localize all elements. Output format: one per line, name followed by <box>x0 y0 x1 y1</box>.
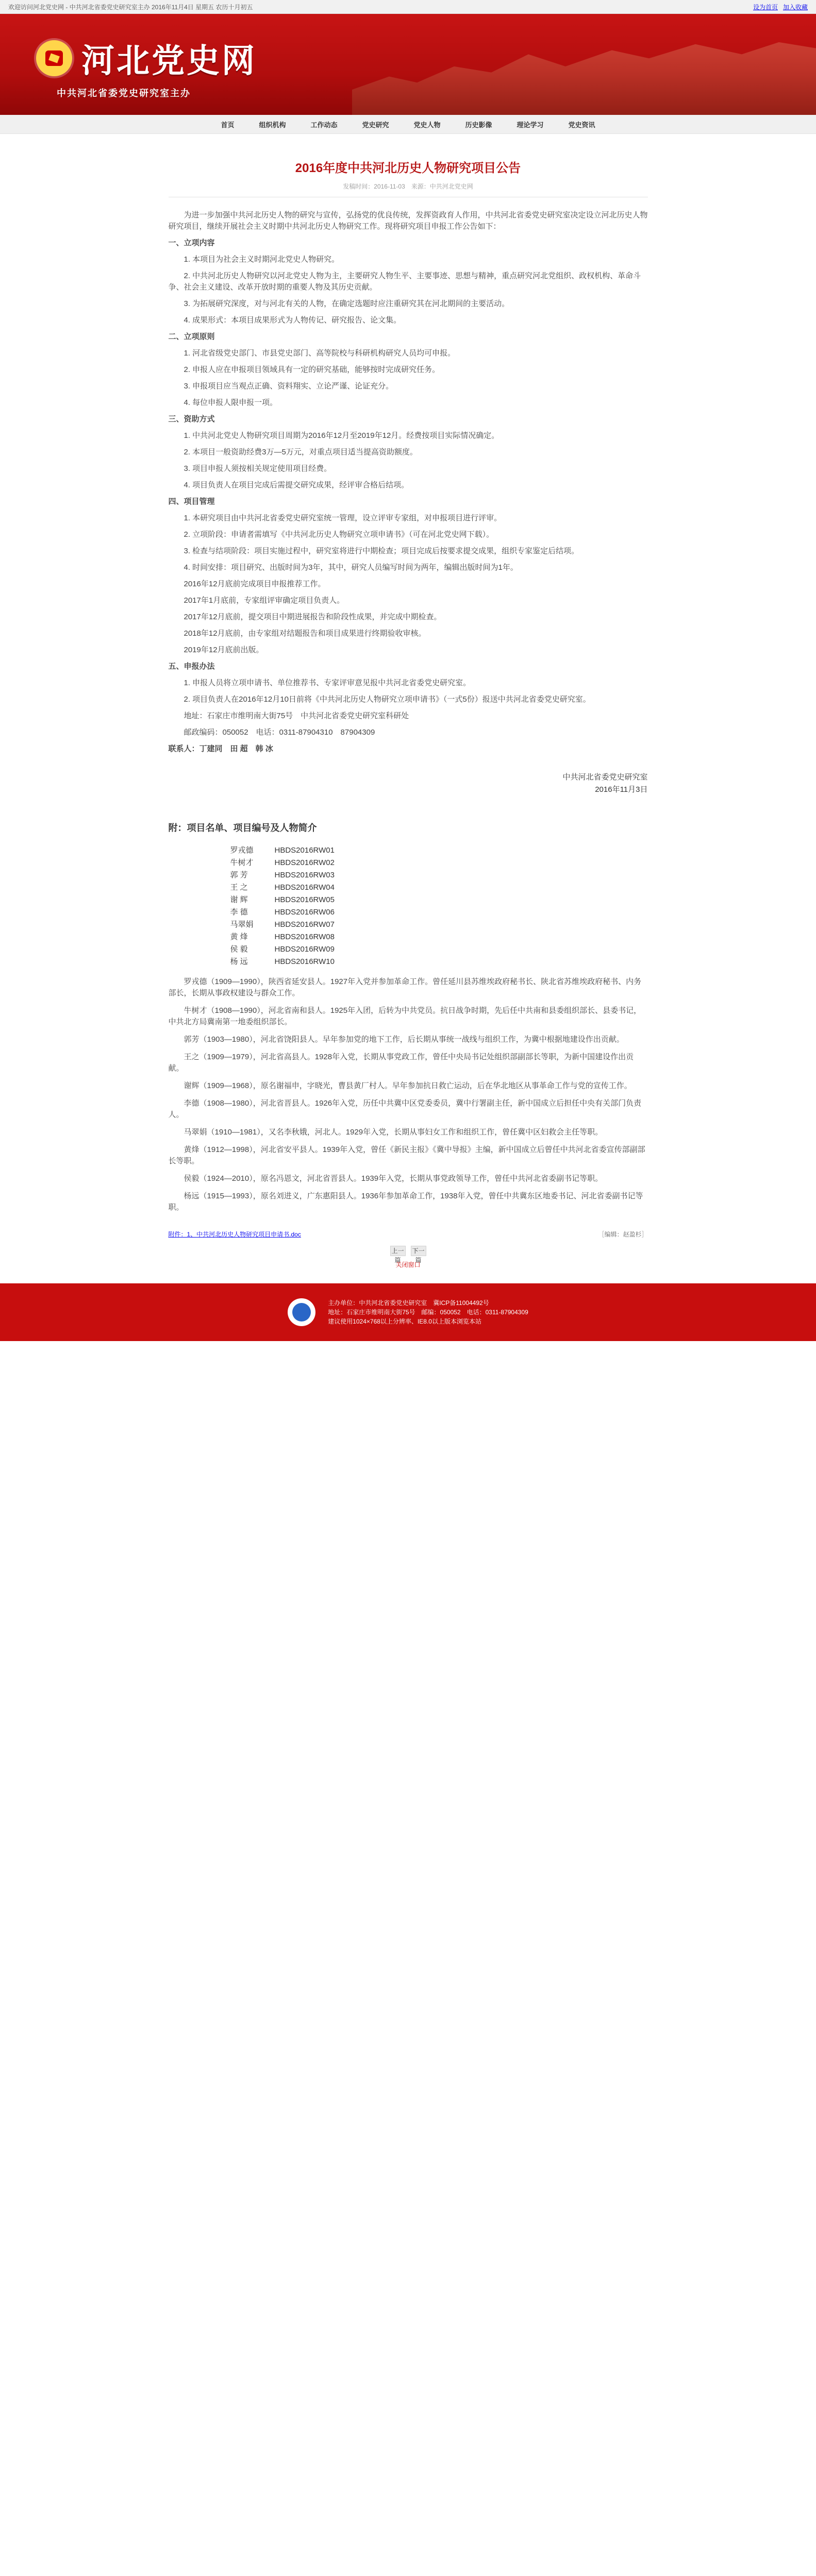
biographies <box>169 976 648 1213</box>
person-name: 侯 毅 <box>230 945 248 954</box>
section-title: 三、资助方式 <box>168 415 215 423</box>
paragraph: 3. 为拓展研究深度，对与河北有关的人物，在确定选题时应注重研究其在河北期间的主要活动。 <box>184 299 510 308</box>
nav-organization[interactable]: 组织机构 <box>259 121 286 129</box>
signature-org: 中共河北省委党史研究室 <box>562 773 648 782</box>
list-item <box>230 894 648 906</box>
footer-line: 主办单位：中共河北省委党史研究室 冀ICP备11004492号 <box>328 1299 489 1307</box>
paragraph: 邮政编码：050052 电话：0311-87904310 87904309 <box>184 728 375 737</box>
site-subtitle: 中共河北省委党史研究室主办 <box>57 88 191 98</box>
paragraph: 1. 河北省级党史部门、市县党史部门、高等院校与科研机构研究人员均可申报。 <box>184 349 456 358</box>
person-name: 杨 远 <box>230 957 248 966</box>
pager <box>169 1246 648 1264</box>
great-wall-graphic <box>352 14 816 115</box>
footer-line: 建议使用1024×768以上分辨率、IE8.0以上版本浏览本站 <box>328 1318 481 1325</box>
article-meta: 发稿时间：2016-11-03 来源：中共河北党史网 <box>343 183 473 190</box>
add-favorite-link[interactable]: 加入收藏 <box>782 3 808 11</box>
paragraph: 2. 中共河北历史人物研究以河北党史人物为主，主要研究人物生平、主要事迹、思想与精神，重点研究河北党组织、政权机构、革命斗争、社会主义建设、改革开放时期的重要人物及其历史贡献。 <box>168 272 641 292</box>
person-name: 谢 辉 <box>230 895 248 904</box>
project-code: HBDS2016RW10 <box>274 957 335 966</box>
site-footer <box>0 1283 816 1341</box>
list-item <box>230 857 648 869</box>
section-title: 四、项目管理 <box>168 497 215 506</box>
paragraph: 2019年12月底前出版。 <box>184 646 264 654</box>
biography-paragraph: 马翠娟（1910—1981），又名李秋娥，河北人。1929年入党，长期从事妇女工作和组织工作，曾任冀中区妇救会主任等职。 <box>184 1128 603 1137</box>
list-item <box>230 956 648 968</box>
person-name: 王 之 <box>230 883 248 892</box>
paragraph: 3. 检查与结项阶段：项目实施过程中，研究室将进行中期检查；项目完成后按要求提交成果，组织专家鉴定后结项。 <box>184 547 579 555</box>
paragraph: 1. 中共河北党史人物研究项目周期为2016年12月至2019年12月。经费按项目实际情况确定。 <box>184 431 499 440</box>
police-badge-icon <box>288 1298 315 1326</box>
paragraph: 2017年12月底前，提交项目中期进展报告和阶段性成果，并完成中期检查。 <box>184 613 442 621</box>
person-name: 郭 芳 <box>230 871 248 879</box>
paragraph: 4. 成果形式：本项目成果形式为人物传记、研究报告、论文集。 <box>184 316 402 325</box>
biography-paragraph: 郭芳（1903—1980），河北省饶阳县人。早年参加党的地下工作，后长期从事统一战线与组织工作，为冀中根据地建设作出贡献。 <box>184 1035 624 1044</box>
person-name: 黄 烽 <box>230 933 248 941</box>
paragraph: 2. 项目负责人在2016年12月10日前将《中共河北历史人物研究立项申请书》（一式5份）报送中共河北省委党史研究室。 <box>184 695 591 704</box>
biography-paragraph: 侯毅（1924—2010），原名冯恩文，河北省晋县人。1939年入党，长期从事党政领导工作，曾任中共河北省委副书记等职。 <box>184 1174 603 1183</box>
biography-paragraph: 黄烽（1912—1998），河北省安平县人。1939年入党，曾任《新民主报》《冀中导报》主编，新中国成立后曾任中共河北省委宣传部副部长等职。 <box>168 1145 645 1165</box>
close-window-link[interactable]: 关闭窗口 <box>395 1261 421 1268</box>
section-title: 二、立项原则 <box>168 332 215 341</box>
paragraph: 2017年1月底前，专家组评审确定项目负责人。 <box>184 596 345 605</box>
biography-paragraph: 谢辉（1909—1968），原名谢福申，字晓光，曹县黄厂村人。早年参加抗日救亡运动，后在华北地区从事革命工作与党的宣传工作。 <box>184 1081 632 1090</box>
list-item <box>230 943 648 956</box>
biography-paragraph: 杨远（1915—1993），原名刘进义，广东惠阳县人。1936年参加革命工作，1938年入党，曾任中共冀东区地委书记、河北省委副书记等职。 <box>168 1192 643 1212</box>
paragraph: 3. 申报项目应当观点正确、资料翔实、立论严谨、论证充分。 <box>184 382 394 391</box>
next-button[interactable]: 下一篇 <box>411 1246 426 1256</box>
nav-research[interactable]: 党史研究 <box>362 121 389 129</box>
site-title: 河北党史网 <box>81 42 257 79</box>
main-navigation <box>0 115 816 134</box>
person-name: 李 德 <box>230 908 248 917</box>
person-name: 马翠娟 <box>230 920 254 929</box>
article-body <box>169 210 648 1269</box>
list-item <box>230 869 648 882</box>
paragraph: 2016年12月底前完成项目申报推荐工作。 <box>184 580 326 588</box>
project-code: HBDS2016RW02 <box>274 858 335 867</box>
footer-lines <box>328 1298 528 1326</box>
list-item <box>230 906 648 919</box>
paragraph: 3. 项目申报人须按相关规定使用项目经费。 <box>184 464 332 473</box>
list-item <box>230 882 648 894</box>
nav-home[interactable]: 首页 <box>221 121 235 129</box>
list-item <box>230 844 648 857</box>
nav-images[interactable]: 历史影像 <box>465 121 492 129</box>
top-bar <box>0 0 816 14</box>
biography-paragraph: 李德（1908—1980），河北省晋县人。1926年入党，历任中共冀中区党委委员，冀中行署副主任，新中国成立后担任中央有关部门负责人。 <box>168 1099 642 1119</box>
footer-line: 地址：石家庄市维明南大街75号 邮编：050052 电话：0311-87904309 <box>328 1309 528 1316</box>
nav-figures[interactable]: 党史人物 <box>413 121 441 129</box>
editor-label: ［编辑：赵盈杉］ <box>598 1231 648 1238</box>
nav-work[interactable]: 工作动态 <box>310 121 338 129</box>
site-logo[interactable] <box>36 35 257 82</box>
top-bar-left-text: 欢迎访问河北党史网 - 中共河北省委党史研究室主办 2016年11月4日 星期五 农历十月初五 <box>8 3 253 11</box>
party-emblem-icon <box>36 40 72 76</box>
person-name: 牛树才 <box>230 858 254 867</box>
header-banner <box>0 14 816 115</box>
biography-paragraph: 王之（1909—1979），河北省高县人。1928年入党，长期从事党政工作，曾任中央局书记处组织部副部长等职，为新中国建设作出贡献。 <box>168 1053 634 1073</box>
attachment-heading: 附：项目名单、项目编号及人物简介 <box>168 823 317 833</box>
paragraph: 1. 本研究项目由中共河北省委党史研究室统一管理，设立评审专家组，对申报项目进行评审。 <box>184 514 502 522</box>
set-homepage-link[interactable]: 设为首页 <box>753 3 778 11</box>
paragraph: 2. 申报人应在申报项目领域具有一定的研究基础，能够按时完成研究任务。 <box>184 365 440 374</box>
project-code: HBDS2016RW06 <box>274 908 335 917</box>
paragraph: 2018年12月底前，由专家组对结题报告和项目成果进行终期验收审核。 <box>184 629 426 638</box>
project-code: HBDS2016RW04 <box>274 883 335 892</box>
spacer <box>0 134 816 148</box>
biography-paragraph: 罗戎德（1909—1990），陕西省延安县人。1927年入党并参加革命工作。曾任延川县苏维埃政府秘书长、陕北省苏维埃政府秘书、内务部长，长期从事政权建设与群众工作。 <box>168 977 642 997</box>
article-container <box>169 158 648 1269</box>
paragraph: 1. 本项目为社会主义时期河北党史人物研究。 <box>184 255 340 264</box>
nav-news[interactable]: 党史资讯 <box>568 121 595 129</box>
biography-paragraph: 牛树才（1908—1990），河北省南和县人。1925年入团，后转为中共党员。抗日战争时期，先后任中共南和县委组织部长、县委书记，中共北方局冀南第一地委组织部长。 <box>168 1006 642 1026</box>
signature-date: 2016年11月3日 <box>595 785 648 794</box>
section-title: 五、申报办法 <box>168 662 215 671</box>
section-title: 一、立项内容 <box>168 239 215 247</box>
person-name: 罗戎德 <box>230 846 254 855</box>
list-item <box>230 919 648 931</box>
project-code-list <box>230 844 648 968</box>
attachment-file-link[interactable]: 附件：1、中共河北历史人物研究项目申请书.doc <box>168 1231 301 1238</box>
project-code: HBDS2016RW03 <box>274 871 335 879</box>
project-code: HBDS2016RW07 <box>274 920 335 929</box>
top-bar-right-links <box>753 3 808 11</box>
project-code: HBDS2016RW09 <box>274 945 335 954</box>
signature-block <box>169 771 648 796</box>
paragraph: 2. 立项阶段：申请者需填写《中共河北历史人物研究立项申请书》（可在河北党史网下载）。 <box>184 530 494 539</box>
nav-theory[interactable]: 理论学习 <box>517 121 544 129</box>
paragraph: 4. 时间安排：项目研究、出版时间为3年，其中，研究人员编写时间为两年，编辑出版时间为1年。 <box>184 563 518 572</box>
article-title: 2016年度中共河北历史人物研究项目公告 <box>295 161 521 175</box>
paragraph: 1. 申报人员将立项申请书、单位推荐书、专家评审意见报中共河北省委党史研究室。 <box>184 679 471 687</box>
paragraph: 地址：石家庄市维明南大街75号 中共河北省委党史研究室科研处 <box>184 711 409 720</box>
contact-persons: 联系人：丁建同 田 超 韩 冰 <box>168 744 273 753</box>
paragraph: 2. 本项目一般资助经费3万—5万元，对重点项目适当提高资助额度。 <box>184 448 418 456</box>
prev-button[interactable]: 上一篇 <box>390 1246 406 1256</box>
intro-paragraph: 为进一步加强中共河北历史人物的研究与宣传，弘扬党的优良传统，发挥资政育人作用，中共河北省委党史研究室决定设立河北历史人物研究项目，继续开展社会主义时期中共河北历史人物研究工作。现将研究项目申报工作公告如下： <box>168 211 648 231</box>
paragraph: 4. 项目负责人在项目完成后需提交研究成果，经评审合格后结项。 <box>184 481 409 489</box>
project-code: HBDS2016RW05 <box>274 895 335 904</box>
list-item <box>230 931 648 943</box>
project-code: HBDS2016RW08 <box>274 933 335 941</box>
paragraph: 4. 每位申报人限申报一项。 <box>184 398 278 407</box>
attachment-file-line <box>169 1230 648 1239</box>
project-code: HBDS2016RW01 <box>274 846 335 855</box>
